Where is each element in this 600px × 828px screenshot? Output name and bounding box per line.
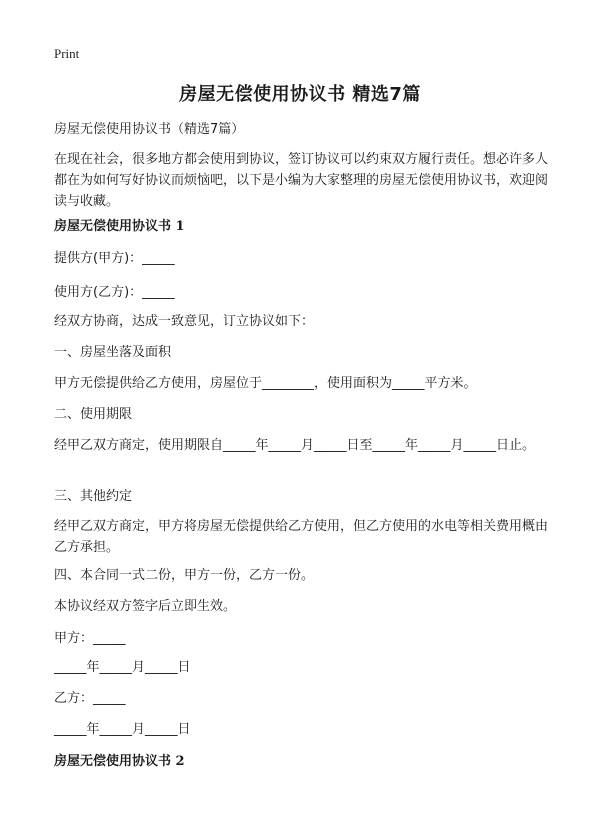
section-heading-1: 房屋无偿使用协议书 1 [54, 219, 185, 234]
effective-clause: 本协议经双方签字后立即生效。 [54, 599, 237, 614]
clause-2-title: 二、使用期限 [54, 407, 133, 422]
party-a-date: _____年_____月_____日 [54, 660, 191, 675]
agreement-intro: 经双方协商，达成一致意见，订立协议如下： [54, 314, 315, 329]
document-subtitle: 房屋无偿使用协议书（精选7篇） [54, 122, 245, 137]
clause-1-title: 一、房屋坐落及面积 [54, 345, 172, 360]
section-heading-2: 房屋无偿使用协议书 2 [54, 754, 185, 769]
clause-2-body: 经甲乙双方商定，使用期限自_____年_____月_____日至_____年_____月_____日止。 [54, 438, 536, 453]
provider-line: 提供方(甲方)：_____ [54, 251, 175, 266]
clause-4: 四、本合同一式二份，甲方一份，乙方一份。 [54, 568, 315, 583]
intro-paragraph: 在现在社会，很多地方都会使用到协议，签订协议可以约束双方履行责任。想必许多人都在为如何写好协议而烦恼吧，以下是小编为大家整理的房屋无偿使用协议书，欢迎阅读与收藏。 [54, 152, 549, 209]
page-title: 房屋无偿使用协议书 精选7篇 [179, 84, 421, 105]
party-a-signature: 甲方：_____ [54, 631, 126, 646]
user-line: 使用方(乙方)：_____ [54, 285, 175, 300]
party-b-date: _____年_____月_____日 [54, 722, 191, 737]
clause-3-body: 经甲乙双方商定，甲方将房屋无偿提供给乙方使用，但乙方使用的水电等相关费用概由乙方承担。 [54, 519, 549, 555]
print-link[interactable]: Print [54, 46, 80, 61]
party-b-signature: 乙方：_____ [54, 691, 126, 706]
clause-3-title: 三、其他约定 [54, 489, 133, 504]
clause-1-body: 甲方无偿提供给乙方使用，房屋位于________，使用面积为_____平方米。 [54, 376, 477, 391]
